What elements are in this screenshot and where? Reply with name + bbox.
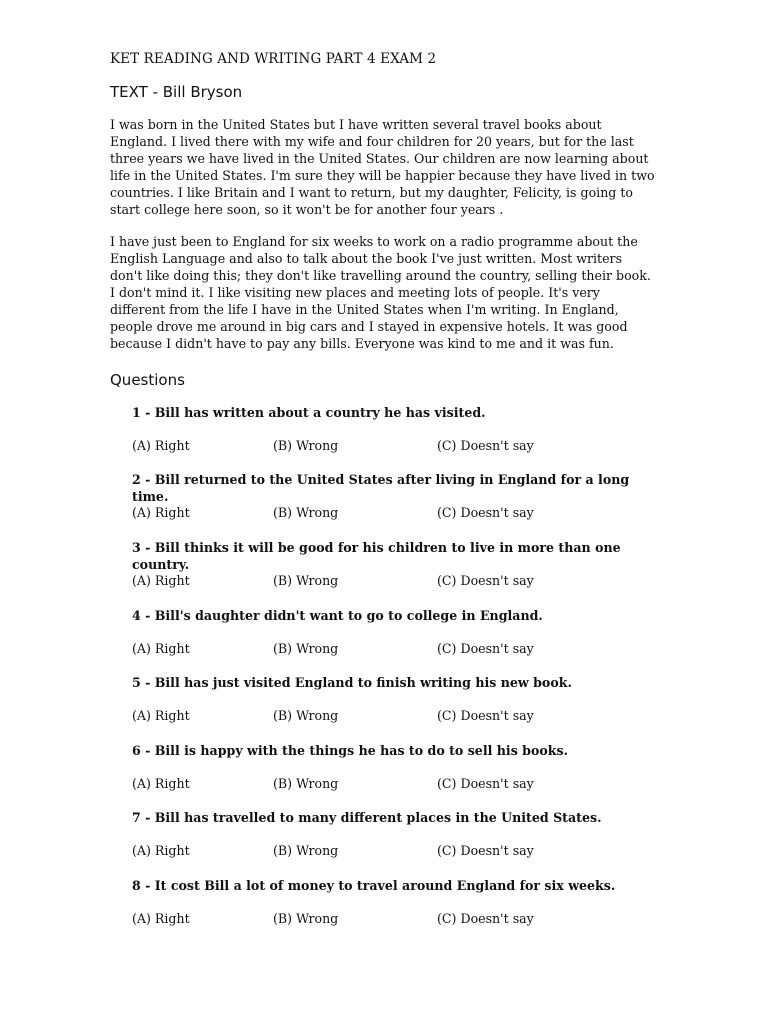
- option-wrong[interactable]: (B) Wrong: [273, 437, 339, 453]
- option-right[interactable]: (A) Right: [132, 775, 190, 791]
- option-doesnt-say[interactable]: (C) Doesn't say: [437, 775, 534, 791]
- option-right[interactable]: (A) Right: [132, 708, 190, 724]
- passage-paragraph: I was born in the United States but I have written several travel books about England. I lived there with my wife and four children for 20 years, but for the last three years we have lived in the United States. Our children are now learning about life in the United States. I'm sure they will be happier because they have lived in two countries. I like Britain and I want to return, but my daughter, Felicity, is going to start college here soon, so it won't be for another four years .: [110, 117, 655, 217]
- option-wrong[interactable]: (B) Wrong: [273, 572, 339, 588]
- answer-options: [132, 707, 652, 725]
- answer-options: [132, 775, 652, 793]
- option-wrong[interactable]: (B) Wrong: [273, 640, 339, 656]
- answer-options: [132, 504, 652, 522]
- question-text: 1 - Bill has written about a country he has visited.: [132, 404, 486, 420]
- document-page: [110, 50, 658, 945]
- passage-paragraph: I have just been to England for six weeks to work on a radio programme about the English Language and also to talk about the book I've just written. Most writers don't like doing this; they don't like travelling around the country, selling their book. I don't mind it. I like visiting new places and meeting lots of people. It's very different from the life I have in the United States when I'm writing. In England, people drove me around in big cars and I stayed in expensive hotels. It was good because I didn't have to pay any bills. Everyone was kind to me and it was fun.: [110, 234, 651, 351]
- answer-options: [132, 572, 652, 590]
- answer-options: [132, 910, 652, 928]
- option-right[interactable]: (A) Right: [132, 437, 190, 453]
- option-doesnt-say[interactable]: (C) Doesn't say: [437, 843, 534, 859]
- answer-options: [132, 437, 652, 455]
- question-item: [132, 809, 658, 877]
- document-title: KET READING AND WRITING PART 4 EXAM 2: [110, 51, 437, 67]
- question-text: 7 - Bill has travelled to many different places in the United States.: [132, 810, 602, 826]
- option-doesnt-say[interactable]: (C) Doesn't say: [437, 910, 534, 926]
- option-right[interactable]: (A) Right: [132, 910, 190, 926]
- answer-options: [132, 640, 652, 658]
- question-item: [132, 607, 658, 675]
- answer-options: [132, 842, 652, 860]
- question-item: [132, 877, 658, 945]
- option-doesnt-say[interactable]: (C) Doesn't say: [437, 640, 534, 656]
- option-right[interactable]: (A) Right: [132, 843, 190, 859]
- question-item: [132, 674, 658, 742]
- question-item: [132, 471, 658, 539]
- question-item: [132, 404, 658, 472]
- question-item: [132, 539, 658, 607]
- option-right[interactable]: (A) Right: [132, 505, 190, 521]
- option-right[interactable]: (A) Right: [132, 640, 190, 656]
- option-wrong[interactable]: (B) Wrong: [273, 843, 339, 859]
- option-doesnt-say[interactable]: (C) Doesn't say: [437, 505, 534, 521]
- option-wrong[interactable]: (B) Wrong: [273, 910, 339, 926]
- question-list: [110, 404, 658, 945]
- question-text: 3 - Bill thinks it will be good for his children to live in more than one country.: [132, 539, 621, 572]
- questions-heading: Questions: [110, 370, 185, 389]
- option-wrong[interactable]: (B) Wrong: [273, 775, 339, 791]
- option-doesnt-say[interactable]: (C) Doesn't say: [437, 572, 534, 588]
- option-doesnt-say[interactable]: (C) Doesn't say: [437, 708, 534, 724]
- question-text: 4 - Bill's daughter didn't want to go to college in England.: [132, 607, 543, 623]
- question-text: 6 - Bill is happy with the things he has to do to sell his books.: [132, 742, 568, 758]
- question-text: 2 - Bill returned to the United States after living in England for a long time.: [132, 472, 630, 505]
- question-item: [132, 742, 658, 810]
- option-right[interactable]: (A) Right: [132, 572, 190, 588]
- question-text: 8 - It cost Bill a lot of money to travel around England for six weeks.: [132, 877, 616, 893]
- question-text: 5 - Bill has just visited England to finish writing his new book.: [132, 675, 572, 691]
- text-heading: TEXT - Bill Bryson: [110, 83, 243, 101]
- option-doesnt-say[interactable]: (C) Doesn't say: [437, 437, 534, 453]
- option-wrong[interactable]: (B) Wrong: [273, 708, 339, 724]
- option-wrong[interactable]: (B) Wrong: [273, 505, 339, 521]
